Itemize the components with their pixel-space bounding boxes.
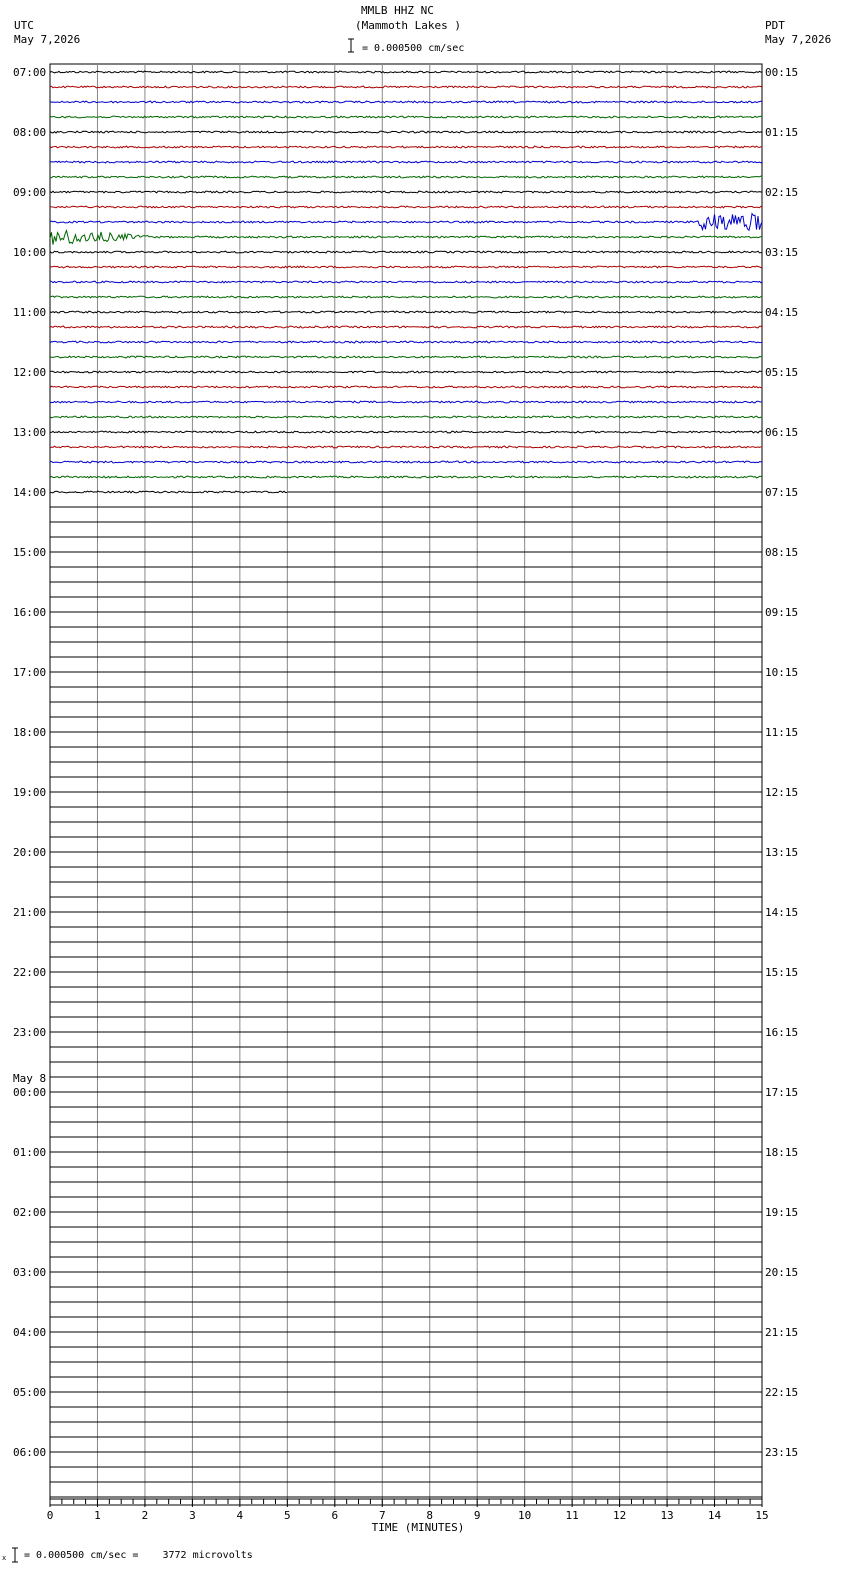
pdt-hour-label: 01:15: [765, 126, 799, 139]
seismic-trace: [50, 71, 763, 73]
utc-hour-label: 11:00: [13, 306, 47, 319]
utc-hour-label: 13:00: [13, 426, 47, 439]
x-tick-label: 14: [707, 1509, 722, 1522]
station-location: (Mammoth Lakes ): [355, 19, 461, 32]
x-tick-label: 9: [473, 1509, 481, 1522]
seismic-trace: [50, 431, 763, 433]
pdt-hour-label: 19:15: [765, 1206, 799, 1219]
utc-hour-label: 07:00: [13, 66, 47, 79]
pdt-hour-label: 15:15: [765, 966, 799, 979]
station-title: MMLB HHZ NC: [361, 4, 434, 17]
seismic-trace: [50, 311, 763, 313]
seismic-trace: [50, 146, 763, 148]
pdt-hour-label: 08:15: [765, 546, 799, 559]
x-tick-label: 11: [565, 1509, 579, 1522]
seismic-trace: [50, 231, 763, 245]
left-timezone: UTC: [14, 19, 34, 32]
seismic-trace: [50, 161, 763, 163]
pdt-hour-label: 10:15: [765, 666, 799, 679]
right-timezone: PDT: [765, 19, 785, 32]
x-tick-label: 1: [94, 1509, 101, 1522]
seismic-trace: [50, 191, 763, 193]
seismic-trace: [50, 356, 763, 358]
utc-hour-label: 20:00: [13, 846, 47, 859]
pdt-hour-label: 17:15: [765, 1086, 799, 1099]
utc-hour-label: 12:00: [13, 366, 47, 379]
x-tick-label: 0: [46, 1509, 54, 1522]
utc-hour-label: 05:00: [13, 1386, 47, 1399]
pdt-hour-label: 14:15: [765, 906, 799, 919]
utc-hour-label: 09:00: [13, 186, 47, 199]
x-tick-label: 6: [331, 1509, 339, 1522]
utc-hour-label: 06:00: [13, 1446, 47, 1459]
pdt-hour-label: 21:15: [765, 1326, 799, 1339]
seismic-trace: [50, 281, 763, 283]
utc-hour-label: 23:00: [13, 1026, 47, 1039]
seismic-trace: [50, 214, 763, 231]
scale-legend-text: = 0.000500 cm/sec: [362, 43, 465, 54]
pdt-hour-label: 11:15: [765, 726, 799, 739]
seismic-trace: [50, 176, 763, 178]
seismic-trace: [50, 476, 763, 478]
utc-hour-label: 14:00: [13, 486, 47, 499]
utc-hour-label: 10:00: [13, 246, 47, 259]
x-tick-label: 4: [236, 1509, 244, 1522]
seismic-trace: [50, 371, 763, 373]
pdt-hour-label: 23:15: [765, 1446, 799, 1459]
footer-scale-text: = 0.000500 cm/sec = 3772 microvolts: [24, 1550, 253, 1561]
seismic-trace: [50, 131, 763, 133]
x-tick-label: 15: [755, 1509, 769, 1522]
utc-hour-label: 15:00: [13, 546, 47, 559]
seismic-trace: [50, 296, 763, 298]
x-tick-label: 5: [284, 1509, 291, 1522]
pdt-hour-label: 00:15: [765, 66, 799, 79]
utc-hour-label: 22:00: [13, 966, 47, 979]
seismic-trace: [50, 101, 763, 103]
pdt-hour-label: 20:15: [765, 1266, 799, 1279]
pdt-hour-label: 02:15: [765, 186, 799, 199]
pdt-hour-label: 18:15: [765, 1146, 799, 1159]
seismic-trace: [50, 266, 763, 268]
seismic-trace: [50, 461, 763, 463]
seismic-trace: [50, 401, 763, 403]
seismic-trace: [50, 416, 763, 418]
pdt-hour-label: 03:15: [765, 246, 799, 259]
seismic-trace: [50, 386, 763, 388]
seismic-trace: [50, 341, 763, 343]
pdt-hour-label: 05:15: [765, 366, 799, 379]
date-change-label: May 8: [13, 1072, 47, 1085]
utc-hour-label: 17:00: [13, 666, 47, 679]
x-tick-label: 8: [426, 1509, 434, 1522]
utc-hour-label: 21:00: [13, 906, 47, 919]
pdt-hour-label: 04:15: [765, 306, 799, 319]
utc-hour-label: 01:00: [13, 1146, 47, 1159]
utc-hour-label: 03:00: [13, 1266, 47, 1279]
footer-scale: [2, 1546, 253, 1588]
seismic-trace: [50, 491, 287, 493]
seismic-trace: [50, 446, 763, 448]
pdt-hour-label: 16:15: [765, 1026, 799, 1039]
utc-hour-label: 19:00: [13, 786, 47, 799]
plot-frame: [50, 64, 762, 1505]
pdt-hour-label: 06:15: [765, 426, 799, 439]
pdt-hour-label: 22:15: [765, 1386, 799, 1399]
x-tick-label: 12: [612, 1509, 627, 1522]
pdt-hour-label: 07:15: [765, 486, 799, 499]
x-axis-label: TIME (MINUTES): [371, 1521, 465, 1534]
utc-hour-label: 04:00: [13, 1326, 47, 1339]
seismic-trace: [50, 326, 763, 328]
seismic-trace: [50, 206, 763, 208]
x-tick-label: 13: [660, 1509, 674, 1522]
svg-text:x: x: [2, 1554, 7, 1562]
pdt-hour-label: 12:15: [765, 786, 799, 799]
utc-hour-label: 18:00: [13, 726, 47, 739]
pdt-hour-label: 09:15: [765, 606, 799, 619]
utc-hour-label: 02:00: [13, 1206, 47, 1219]
footer-scale-bar-icon: [2, 1546, 22, 1564]
utc-hour-label: 16:00: [13, 606, 47, 619]
right-date: May 7,2026: [765, 33, 832, 46]
seismic-trace: [50, 251, 763, 253]
x-tick-label: 3: [189, 1509, 196, 1522]
left-date: May 7,2026: [14, 33, 81, 46]
x-tick-label: 2: [141, 1509, 149, 1522]
x-tick-label: 7: [378, 1509, 386, 1522]
utc-hour-label: 00:00: [13, 1086, 47, 1099]
seismic-trace: [50, 116, 763, 118]
utc-hour-label: 08:00: [13, 126, 47, 139]
x-tick-label: 10: [518, 1509, 532, 1522]
seismic-trace: [50, 86, 763, 88]
pdt-hour-label: 13:15: [765, 846, 799, 859]
